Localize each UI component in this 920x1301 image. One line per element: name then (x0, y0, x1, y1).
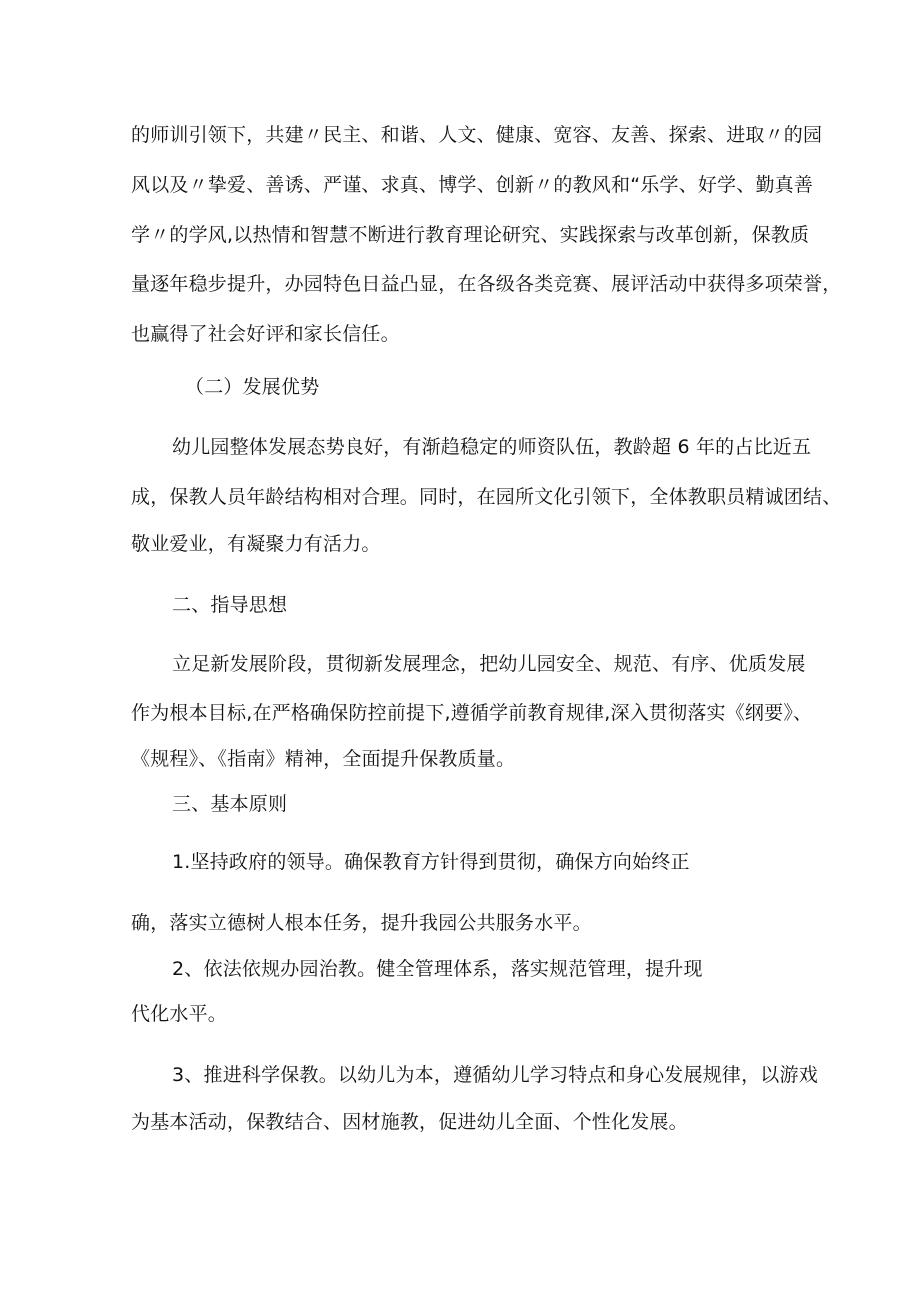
body-text-line: 量逐年稳步提升，办园特色日益凸显，在各级各类竞赛、展评活动中获得多项荣誉， (131, 273, 842, 295)
body-text-line: 2、依法依规办园治教。健全管理体系，落实规范管理，提升现 (172, 958, 703, 980)
section-heading: 三、基本原则 (172, 793, 288, 815)
body-text-line: 《规程》、《指南》精神，全面提升保教质量。 (131, 748, 516, 770)
section-heading: （二）发展优势 (185, 376, 320, 398)
body-text-line: 作为根本目标,在严格确保防控前提下,遵循学前教育规律,深入贯彻落实《纲要》、 (131, 702, 813, 724)
body-text-line: 也赢得了社会好评和家长信任。 (131, 323, 400, 345)
body-text-line: 立足新发展阶段，贯彻新发展理念，把幼儿园安全、规范、有序、优质发展 (172, 653, 806, 675)
body-text-line: 学〃的学风,以热情和智慧不断进行教育理论研究、实践探索与改革创新，保教质 (131, 224, 810, 246)
body-text-line: 的师训引领下，共建〃民主、和谐、人文、健康、宽容、友善、探索、进取〃的园 (131, 124, 823, 146)
body-text-line: 1.坚持政府的领导。确保教育方针得到贯彻，确保方向始终正 (172, 851, 690, 873)
body-text-line: 为基本活动，保教结合、因材施教，促进幼儿全面、个性化发展。 (131, 1111, 688, 1133)
body-text-line: 确，落实立德树人根本任务，提升我园公共服务水平。 (131, 912, 592, 934)
body-text-line: 敬业爱业，有凝聚力有活力。 (131, 533, 381, 555)
body-text-line: 3、推进科学保教。以幼儿为本，遵循幼儿学习特点和身心发展规律，以游戏 (172, 1064, 818, 1086)
section-heading: 二、指导思想 (172, 594, 288, 616)
body-text-line: 幼儿园整体发展态势良好，有渐趋稳定的师资队伍，教龄超 6 年的占比近五 (172, 436, 812, 458)
body-text-line: 成，保教人员年龄结构相对合理。同时，在园所文化引领下，全体教职员精诚团结、 (131, 486, 842, 508)
body-text-line: 代化水平。 (131, 1003, 228, 1025)
body-text-line: 风以及〃挚爱、善诱、严谨、求真、博学、创新〃的教风和“乐学、好学、勤真善 (131, 174, 814, 196)
